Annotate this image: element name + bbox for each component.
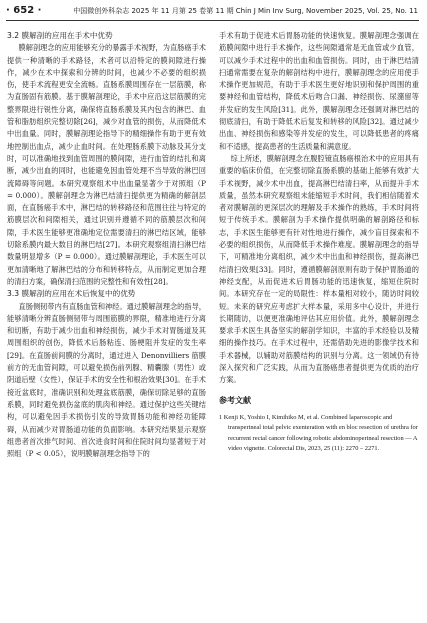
reference-item: 1 Kenji K, Yoshio I, Kimihiko M, et al. Combined laparoscopic and transperineal total pelvic exenteration with en bloc resection of urethra for recurrent rectal cancer following robotic abdominoperineal resection — A video vignette. Colorectal Dis, 2023, 25 (11): 2270 – 2271. bbox=[219, 413, 418, 453]
references-heading: 参考文献 bbox=[219, 395, 251, 405]
page-number: · 652 · bbox=[6, 5, 42, 16]
journal-running-title: 中国微创外科杂志 2025 年 11 月第 25 卷第 11 期 Chin J Min Inv Surg, November 2025, Vol. 25, No. 11 bbox=[73, 7, 418, 15]
continued-paragraph: 手术有助于促进术后胃肠功能的快速恢复。膜解剖理念强调在筋膜间隙中进行手术操作，这些间隙通常是无血管或少血管，可以减少手术过程中的出血和血管损伤。同时，由于淋巴结清扫通常需要在复杂的解剖结构中进行，膜解剖理念的应用使手术操作更加规范，有助于手术医生更好地识别和保护周围的重要神经和血管结构，降低术后吻合口漏、神经损伤、尿潴留等并发症的发生风险[31]。此外，膜解剖理念还强调对淋巴结的彻底清扫，有助于降低术后复发和转移的风险[32]。通过减少出血、神经损伤和感染等并发症的发生，可以降低患者的疼痛和不适感，提高患者的生活质量和满意度。 bbox=[219, 31, 419, 151]
header-divider bbox=[6, 20, 419, 21]
section-3-3-paragraph: 直肠侧韧带内有直肠血管和神经。通过膜解剖理念的指导，能够清晰分辨直肠侧韧带与周围筋膜的界限，精准地进行分离和切断，有助于减少出血和神经损伤，减少手术对胃肠道及其周围组织的创伤，降低术后肠粘连、肠梗阻并发症的发生率[29]。在直肠前间膜的分离时，通过进入 Denonvilliers 筋膜前方的无血管间隙，可以避免损伤前列腺、精囊腺（男性）或阴道后壁（女性），保证手术的安全性和根治效果[30]。在手术接近盆底时，准确识别和处理盆底筋膜，确保切除足够的直肠系膜，同时避免损伤盆底的肌肉和神经。通过保护这些关键结构，可以避免因手术损伤引发的导致胃肠功能和神经功能障碍，从而减少对胃肠道功能的负面影响。本研究结果显示观察组患者首次排气时间、首次进食时间和住院时间均显著短于对照组（P < 0.05），说明膜解剖理念指导下的 bbox=[7, 301, 206, 459]
conclusion-paragraph: 综上所述，膜解剖理念在腹腔镜直肠癌根治术中的应用具有重要的临床价值，在完整切除直肠系膜的基础上能够有效扩大手术视野，减少术中出血，提高淋巴结清扫率，从而提升手术质量，虽然本研究观察组未能缩短手术时间，我们相信随着术者对膜解剖的更深层次的理解及手术操作的熟练，手术时间将短于传统手术。膜解剖为手术操作提供明确的解剖路径和标志，手术医生能够更有针对性地进行操作，减少盲目探索和不必要的组织损伤，从而降低手术操作难度。膜解剖理念的指导下，可精准地分离组织，减少术中出血和神经损伤，提高淋巴结清扫效果[33]。同时，遵循膜解剖原则有助于保护胃肠道的神经支配，从而促进术后胃肠功能的迅速恢复，缩短住院时间。本研究存在一定的局限性：样本量相对较小，随访时间较短。未来的研究应考虑扩大样本量，采用多中心设计，并进行长期随访，以便更准确地评估其应用价值。此外，膜解剖理念要求手术医生具备坚实的解剖学知识，丰富的手术经验以及精细的操作技巧。在手术过程中，还需借助先进的影像学技术和手术器械，以辅助对筋膜结构的识别与分离。这一领域仍有待深入探究和广泛实践，从而为直肠癌患者提供更为优质的治疗方案。 bbox=[219, 153, 419, 385]
section-3-2-paragraph: 膜解剖理念的应用能够充分的暴露手术视野，为直肠癌手术提供一种清晰的手术路径，术者可以沿特定的膜间隙进行操作，减少在术中探索和分辨的时间，也减少不必要的组织损伤，使手术流程更安全流畅。直肠系膜周围存在一层筋膜，称为直肠固有筋膜。基于膜解剖理论，手术中应沿这层筋膜的完整界限进行锐性分离，确保将直肠系膜及其内包含的淋巴、血管和脂肪组织完整切除[26]，减少对血管的损伤，从而降低术中出血量。同时，膜解剖理论指导下的精细操作有助于更有效地控制出血点，减少止血时间。在处理肠系膜下动脉及其分支时，可以准确地找到血管周围的膜间隙，进行血管的结扎和离断，减少出血的同时，也能避免因血管处理不当导致的淋巴回流障碍等问题。本研究观察组术中出血量显著少于对照组（P = 0.000）。膜解剖理念为淋巴结清扫提供更为精确的解剖层面，在直肠癌手术中，淋巴结的转移路径和范围往往与特定的筋膜层次和间隙相关，通过识别并遵循不同的筋膜层次和间隙，手术医生能够更准确地定位需要清扫的淋巴结区域，能够切除系膜内最大数目的淋巴结[27]。本研究观察组清扫淋巴结数量明显增多（P = 0.000）。通过膜解剖理论，手术医生可以更加清晰地了解淋巴结的分布和转移特点，从而制定更加合理的清扫方案，确保清扫范围的完整性和有效性[28]。 bbox=[7, 43, 206, 286]
section-3-2-heading: 3.2 膜解剖的应用在手术中优势 bbox=[7, 31, 113, 40]
left-column bbox=[7, 30, 206, 460]
right-column bbox=[219, 30, 419, 455]
section-3-3-heading: 3.3 膜解剖的应用在术后恢复中的优势 bbox=[7, 289, 136, 299]
page-header bbox=[0, 0, 427, 24]
